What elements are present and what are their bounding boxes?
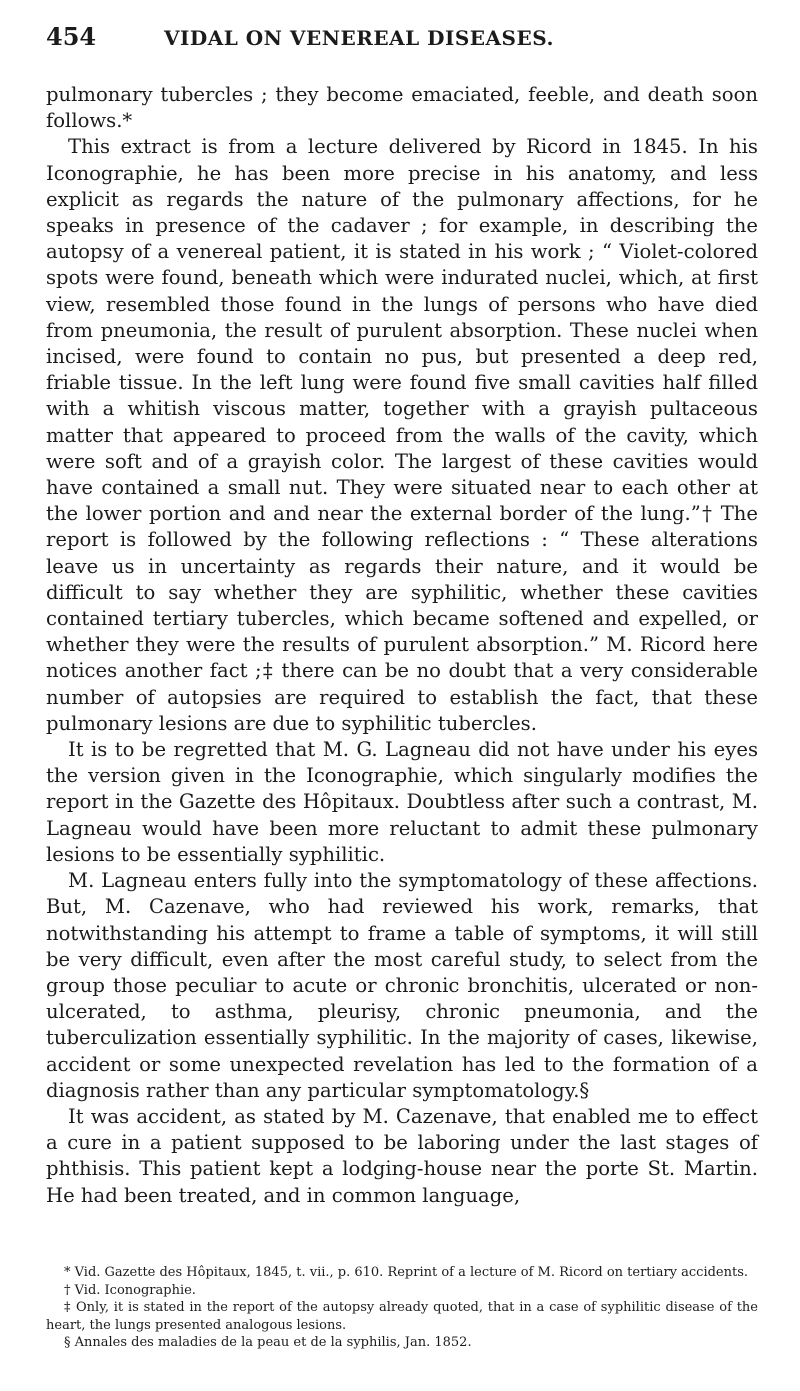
paragraph-continuation: pulmonary tubercles ; they become emaciated, feeble, and death soon follows.* <box>46 83 758 133</box>
paragraph-lagneau-regret: It is to be regretted that M. G. Lagneau did not have under his eyes the version given in the Iconographie, which singularly modifies the report in the Gazette des Hôpitaux. Doubtless after such a contrast, M. Lagneau would have been more reluctant to admit these pulmonary lesions to be essentially syphilitic. <box>46 738 758 866</box>
page-number: 454 <box>46 22 97 51</box>
paragraph-accident-cure: It was accident, as stated by M. Cazenave, that enabled me to effect a cure in a patient supposed to be laboring under the last stages of phthisis. This patient kept a lodging-house near the porte St. Martin. He had been treated, and in common language, <box>46 1104 758 1207</box>
footnote-2: † Vid. Iconographie. <box>64 1282 196 1298</box>
running-title: VIDAL ON VENEREAL DISEASES. <box>164 26 554 50</box>
footnote-3: ‡ Only, it is stated in the report of the autopsy already quoted, that in a case of syphilitic disease of the heart, the lungs presented analogous lesions. <box>46 1300 758 1333</box>
paragraph-symptomatology: M. Lagneau enters fully into the symptomatology of these affections. But, M. Cazenave, who had reviewed his work, remarks, that notwithstanding his attempt to frame a table of symptoms, it will still be very difficult, even after the most careful study, to select from the group those peculiar to acute or chronic bronchitis, ulcerated or non-ulcerated, to asthma, pleurisy, chronic pneumonia, and the tuberculization essentially syphilitic. In the majority of cases, likewise, accident or some unexpected revelation has led to the formation of a diagnosis rather than any particular symptomatology.§ <box>46 869 758 1102</box>
footnotes <box>46 1264 758 1352</box>
body-text <box>46 82 758 1209</box>
footnote-4: § Annales des maladies de la peau et de la syphilis, Jan. 1852. <box>64 1335 472 1351</box>
paragraph-ricord-lecture: This extract is from a lecture delivered by Ricord in 1845. In his Iconographie, he has been more precise in his anatomy, and less explicit as regards the nature of the pulmonary affections, for he speaks in presence of the cadaver ; for example, in describing the autopsy of a venereal patient, it is stated in his work ; “ Violet-colored spots were found, beneath which were indurated nuclei, which, at first view, resembled those found in the lungs of persons who have died from pneumonia, the result of purulent absorption. These nuclei when incised, were found to contain no pus, but presented a deep red, friable tissue. In the left lung were found five small cavities half filled with a whitish viscous matter, together with a grayish pultaceous matter that appeared to proceed from the walls of the cavity, which were soft and of a grayish color. The largest of these cavities would have contained a small nut. They were situated near to each other at the lower portion and and near the external border of the lung.”† The report is followed by the following reflections : “ These alterations leave us in uncertainty as regards their nature, and it would be difficult to say whether they are syphilitic, whether these cavities contained tertiary tubercles, which became softened and expelled, or whether they were the results of purulent absorption.” M. Ricord here notices another fact ;‡ there can be no doubt that a very considerable number of autopsies are required to establish the fact, that these pulmonary lesions are due to syphilitic tubercles. <box>46 135 758 735</box>
page-header <box>46 22 754 62</box>
footnote-1: * Vid. Gazette des Hôpitaux, 1845, t. vii., p. 610. Reprint of a lecture of M. Ricord on tertiary accidents. <box>64 1265 749 1280</box>
